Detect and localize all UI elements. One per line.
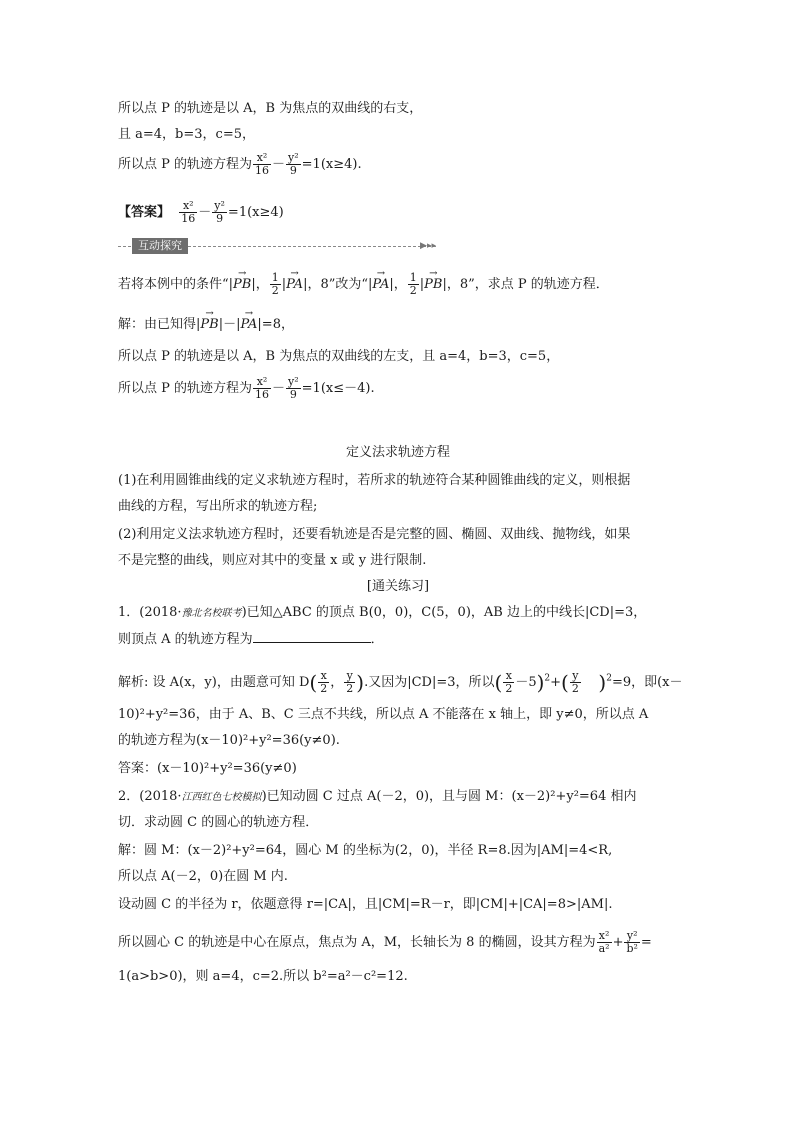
equation-line (118, 376, 375, 401)
equation-line (118, 152, 362, 177)
text: ， (330, 675, 344, 690)
numerator: y² (288, 151, 299, 164)
operator: － (272, 157, 286, 172)
text: 所以点 P 的轨迹方程为 (118, 157, 253, 172)
text: 则顶点 A 的轨迹方程为 (118, 632, 253, 647)
numerator: y² (214, 199, 225, 212)
fraction (624, 930, 639, 955)
text: |，8”，求点 P 的轨迹方程． (442, 277, 609, 292)
fraction (286, 152, 301, 177)
text-line: 1(a>b>0)，则 a=4，c=2.所以 b²=a²－c²=12. (118, 969, 408, 984)
fraction (212, 200, 227, 225)
text: |， (251, 277, 269, 292)
text: |，8”改为“| (303, 277, 373, 292)
fraction (344, 670, 355, 695)
fraction (408, 272, 419, 297)
question-1-line-2 (118, 630, 384, 649)
fraction (318, 670, 329, 695)
paren: ( (561, 670, 569, 695)
question-number: 1．(2018· (118, 605, 182, 620)
denominator: a² (598, 942, 610, 955)
section-divider (118, 238, 436, 254)
denominator: 9 (216, 212, 224, 225)
operator: － (198, 205, 212, 220)
text-line: 所以点 A(－2，0)在圆 M 内. (118, 869, 288, 884)
text: =1(x≤－4). (301, 381, 375, 396)
text-line: 曲线的方程，写出所求的轨迹方程; (118, 499, 318, 514)
numerator: 1 (271, 271, 279, 284)
text: ． (370, 632, 384, 647)
exponent: 2 (544, 673, 551, 684)
arrow-icon: ▶▸▸ (420, 241, 436, 251)
question-1 (118, 604, 646, 623)
denominator: 2 (346, 682, 354, 695)
numerator: y² (288, 375, 299, 388)
explore-tag: 互动探究 (132, 238, 188, 254)
paren: ) (598, 670, 607, 695)
text-line (118, 272, 609, 297)
fraction (597, 930, 612, 955)
text-line: 解：圆 M：(x－2)²+y²=64，圆心 M 的坐标为(2，0)，半径 R=8.因为|AM|=4<R, (118, 843, 613, 858)
vector: → PA (372, 276, 389, 294)
question-2 (118, 788, 636, 807)
numerator: x (503, 670, 514, 683)
vector: → PB (200, 316, 218, 334)
equation-line (118, 930, 652, 955)
answer-blank (253, 630, 371, 643)
text-line: 10)²+y²=36，由于 A、B、C 三点不共线，所以点 A 不能落在 x 轴上，即 y≠0，所以点 A (118, 707, 649, 722)
operator: + (550, 675, 562, 690)
operator: － (272, 381, 286, 396)
fraction (286, 376, 301, 401)
denominator: 9 (289, 388, 297, 401)
practice-heading: [通关练习] (366, 579, 430, 594)
answer-line (118, 200, 284, 225)
fraction (570, 670, 581, 695)
paren: ) (356, 670, 365, 695)
text: =1(x≥4) (227, 205, 284, 220)
denominator: 16 (255, 164, 270, 177)
question-number: 2．(2018· (118, 789, 182, 804)
denominator: 2 (571, 682, 579, 695)
text: | (281, 277, 287, 292)
numerator: x² (597, 930, 612, 943)
text-line: (1)在利用圆锥曲线的定义求轨迹方程时，若所求的轨迹符合某种圆锥曲线的定义，则根据 (118, 473, 631, 488)
fraction (253, 376, 271, 401)
numerator: x² (253, 376, 271, 389)
numerator: x (318, 670, 329, 683)
text-line: 且 a=4，b=3，c=5， (118, 127, 255, 142)
text-line: 的轨迹方程为(x－10)²+y²=36(y≠0). (118, 733, 340, 748)
text: =9，即(x－ (611, 675, 683, 690)
fraction (253, 152, 271, 177)
numerator: y (344, 670, 355, 683)
paren: ( (494, 670, 503, 695)
solution-1-line-1 (118, 670, 683, 695)
denominator: 9 (289, 164, 297, 177)
text: | (419, 277, 425, 292)
text: 所以点 P 的轨迹方程为 (118, 381, 253, 396)
denominator: 2 (271, 284, 279, 297)
text: 所以圆心 C 的轨迹是中心在原点，焦点为 A，M，长轴长为 8 的椭圆，设其方程为 (118, 935, 596, 950)
text: 若将本例中的条件“| (118, 277, 234, 292)
paren: ( (309, 670, 318, 695)
answer-1: 答案：(x－10)²+y²=36(y≠0) (118, 761, 297, 776)
text: 解析: 设 A(x，y)，由题意可知 D (118, 675, 310, 690)
numerator: y² (624, 930, 639, 943)
section-heading: 定义法求轨迹方程 (345, 445, 450, 460)
fraction (503, 670, 514, 695)
text-line: 不是完整的曲线，则应对其中的变量 x 或 y 进行限制. (118, 553, 427, 568)
text: |－| (218, 317, 241, 332)
numerator: y (570, 670, 581, 683)
fraction (270, 272, 281, 297)
vector: → PA (286, 276, 303, 294)
answer-label: 【答案】 (118, 205, 171, 220)
text-line: 所以点 P 的轨迹是以 A，B 为焦点的双曲线的右支， (118, 101, 423, 116)
denominator: 16 (181, 212, 196, 225)
exponent: 2 (606, 673, 612, 684)
vector: → PB (233, 276, 251, 294)
numerator: x² (253, 152, 271, 165)
text-line (118, 316, 294, 334)
operator: + (612, 935, 624, 950)
denominator: 2 (320, 682, 328, 695)
numerator: x² (179, 200, 197, 213)
vector: → PB (424, 276, 442, 294)
numerator: 1 (409, 271, 417, 284)
paren: ) (536, 670, 545, 695)
vector: → PA (240, 316, 257, 334)
text: )已知动圆 C 过点 A(－2，0)，且与圆 M：(x－2)²+y²=64 相内 (261, 789, 637, 804)
text: |=8， (257, 317, 294, 332)
text-line: 设动圆 C 的半径为 r，依题意得 r=|CA|，且|CM|=R－r，即|CM|+|CA|=8>|AM|. (118, 897, 613, 912)
text: |， (389, 277, 407, 292)
text-line: 切．求动圆 C 的圆心的轨迹方程． (118, 815, 319, 830)
text: )已知△ABC 的顶点 B(0，0)，C(5，0)，AB 边上的中线长|CD|=3， (241, 605, 647, 620)
denominator: b² (626, 942, 638, 955)
text-line: 所以点 P 的轨迹是以 A，B 为焦点的双曲线的左支，且 a=4，b=3，c=5， (118, 349, 560, 364)
denominator: 2 (409, 284, 417, 297)
text: .又因为|CD|=3，所以 (364, 675, 495, 690)
text: －5 (515, 675, 537, 690)
denominator: 16 (255, 388, 270, 401)
fraction (179, 200, 197, 225)
text: 解：由已知得| (118, 317, 201, 332)
source-label: 豫北名校联考 (181, 608, 242, 619)
text: = (640, 935, 652, 950)
text-line: (2)利用定义法求轨迹方程时，还要看轨迹是否是完整的圆、椭圆、双曲线、抛物线，如果 (118, 527, 631, 542)
denominator: 2 (505, 682, 513, 695)
source-label: 江西红色七校模拟 (181, 792, 262, 803)
text: =1(x≥4). (301, 157, 362, 172)
